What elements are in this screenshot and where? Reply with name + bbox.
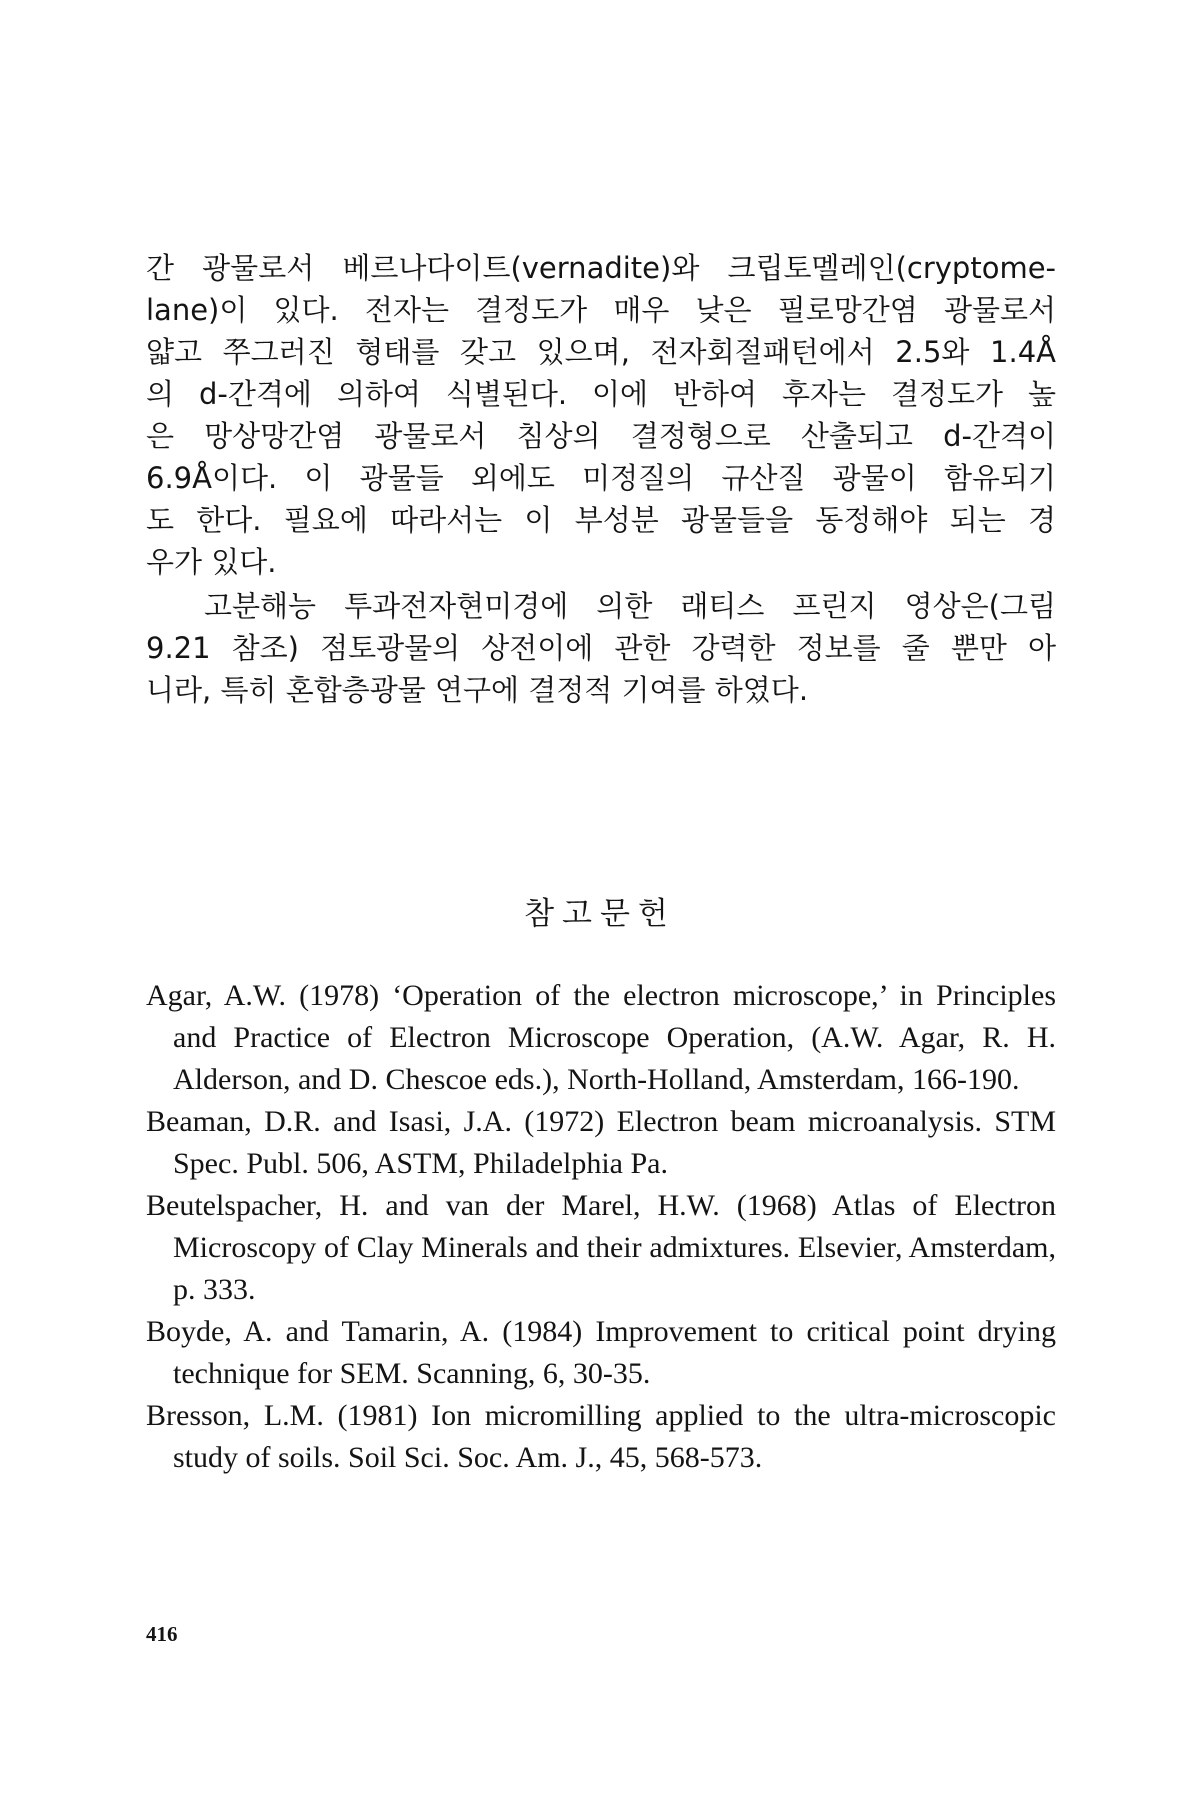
page-number: 416 [146, 1622, 178, 1646]
body-line: 9.21 참조) 점토광물의 상전이에 관한 강력한 정보를 줄 뿐만 아 [146, 631, 1056, 665]
reference-item: Boyde, A. and Tamarin, A. (1984) Improvement to critical point drying technique for SEM. Scanning, 6, 30-35. [146, 1315, 1056, 1390]
body-line: 우가 있다. [146, 545, 277, 579]
body-line: 고분해능 투과전자현미경에 의한 래티스 프린지 영상은(그림 [204, 589, 1056, 623]
reference-list [146, 975, 1056, 1479]
reference-item: Bresson, L.M. (1981) Ion micromilling applied to the ultra-microscopic study of soils. Soil Sci. Soc. Am. J., 45, 568-573. [146, 1399, 1056, 1474]
body-line: 도 한다. 필요에 따라서는 이 부성분 광물들을 동정해야 되는 경 [146, 503, 1056, 537]
body-text [146, 247, 1056, 711]
body-line: 얇고 쭈그러진 형태를 갖고 있으며, 전자회절패턴에서 2.5와 1.4Å [146, 335, 1056, 369]
reference-item: Beaman, D.R. and Isasi, J.A. (1972) Electron beam microanalysis. STM Spec. Publ. 506, ASTM, Philadelphia Pa. [146, 1105, 1056, 1180]
section-title: 참고문헌 [524, 896, 676, 932]
body-line: 니라, 특히 혼합층광물 연구에 결정적 기여를 하였다. [146, 673, 809, 707]
body-line: 의 d-간격에 의하여 식별된다. 이에 반하여 후자는 결정도가 높 [146, 377, 1056, 411]
reference-item: Beutelspacher, H. and van der Marel, H.W. (1968) Atlas of Electron Microscopy of Clay Minerals and their admixtures. Elsevier, Amsterdam, p. 333. [146, 1189, 1056, 1306]
body-line: lane)이 있다. 전자는 결정도가 매우 낮은 필로망간염 광물로서 [146, 293, 1056, 327]
reference-item: Agar, A.W. (1978) ‘Operation of the electron microscope,’ in Principles and Practice of Electron Microscope Operation, (A.W. Agar, R. H. Alderson, and D. Chescoe eds.), North-Holland, Amsterdam, 166-190. [146, 979, 1056, 1096]
body-line: 6.9Å이다. 이 광물들 외에도 미정질의 규산질 광물이 함유되기 [146, 461, 1056, 495]
body-line: 은 망상망간염 광물로서 침상의 결정형으로 산출되고 d-간격이 [146, 419, 1056, 453]
body-line: 간 광물로서 베르나다이트(vernadite)와 크립토멜레인(cryptome- [146, 251, 1056, 285]
